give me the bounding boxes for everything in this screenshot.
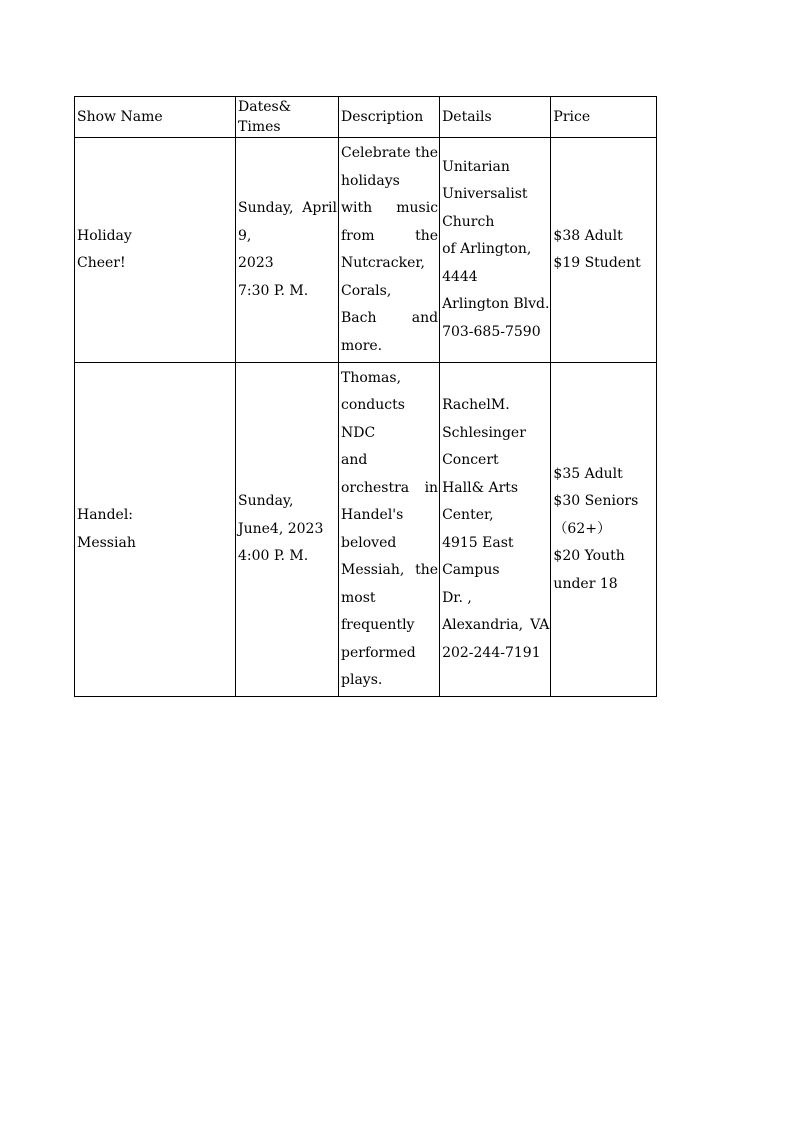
cell-line: Sunday, — [238, 493, 294, 510]
show-name-cell — [75, 363, 236, 697]
cell-line: with music — [341, 200, 439, 216]
table-row — [75, 363, 657, 697]
cell-line: Alexandria, VA — [442, 617, 550, 633]
header-details: Details — [440, 97, 551, 138]
cell-line: 703-685-7590 — [442, 323, 541, 340]
cell-line: orchestra in — [341, 479, 439, 496]
cell-line: NDC — [341, 424, 376, 441]
cell-line: Arlington Blvd. — [442, 296, 550, 313]
cell-line: Messiah, the — [341, 562, 439, 578]
cell-line: 4915 East — [442, 534, 514, 551]
cell-line: performed — [341, 644, 416, 661]
cell-line: $30 Seniors — [553, 493, 639, 510]
cell-line: under 18 — [553, 575, 618, 592]
cell-line: June4, 2023 — [238, 520, 324, 537]
cell-line: 202-244-7191 — [442, 644, 541, 661]
cell-line: （62+） — [553, 520, 611, 537]
cell-line: Hall& Arts — [442, 479, 519, 496]
description-cell — [339, 138, 440, 363]
header-show-name: Show Name — [75, 97, 236, 138]
cell-line: of Arlington, — [442, 241, 532, 258]
details-cell — [440, 363, 551, 697]
price-cell — [551, 363, 657, 697]
cell-line: Concert — [442, 452, 499, 468]
cell-line: beloved — [341, 534, 397, 551]
cell-line: Unitarian — [442, 158, 510, 175]
cell-line: RachelM. — [442, 397, 510, 413]
cell-line: plays. — [341, 672, 383, 688]
description-cell — [339, 363, 440, 697]
cell-line: from the — [341, 227, 439, 244]
cell-line: Corals, — [341, 282, 392, 299]
header-dates-times: Dates& Times — [236, 97, 339, 138]
events-table — [74, 96, 657, 697]
cell-line: Thomas, — [341, 369, 402, 386]
show-name-cell — [75, 138, 236, 363]
cell-line: Handel's — [341, 507, 404, 523]
cell-line: Center, — [442, 507, 494, 523]
header-description: Description — [339, 97, 440, 138]
cell-line: Sunday, April — [238, 200, 337, 216]
table-header-row — [75, 97, 657, 138]
dates-times-cell — [236, 138, 339, 363]
cell-line: Holiday — [77, 227, 132, 244]
cell-line: $35 Adult — [553, 465, 623, 482]
cell-line: holidays — [341, 172, 400, 189]
cell-line: 7:30 P. M. — [238, 282, 309, 299]
cell-line: conducts — [341, 397, 405, 413]
cell-line: Nutcracker, — [341, 255, 425, 271]
cell-line: frequently — [341, 617, 415, 633]
cell-line: Schlesinger — [442, 424, 526, 441]
cell-line: 4:00 P. M. — [238, 548, 309, 565]
cell-line: and — [341, 452, 368, 468]
cell-line: 9, — [238, 227, 252, 244]
price-cell — [551, 138, 657, 363]
cell-line: Cheer! — [77, 255, 126, 271]
cell-line: Celebrate the — [341, 145, 439, 161]
cell-line: $19 Student — [553, 255, 641, 271]
details-cell — [440, 138, 551, 363]
header-price: Price — [551, 97, 657, 138]
table-row — [75, 138, 657, 363]
cell-line: 4444 — [442, 268, 478, 285]
cell-line: Campus — [442, 562, 500, 578]
cell-line: Dr. , — [442, 589, 472, 606]
cell-line: $38 Adult — [553, 227, 623, 244]
cell-line: Bach and — [341, 310, 439, 326]
cell-line: Messiah — [77, 534, 136, 551]
cell-line: Church — [442, 213, 495, 230]
cell-line: more. — [341, 337, 383, 354]
dates-times-cell — [236, 363, 339, 697]
cell-line: 2023 — [238, 255, 274, 271]
cell-line: $20 Youth — [553, 548, 625, 565]
cell-line: Universalist — [442, 186, 528, 203]
cell-line: most — [341, 589, 376, 606]
cell-line: Handel: — [77, 507, 134, 523]
